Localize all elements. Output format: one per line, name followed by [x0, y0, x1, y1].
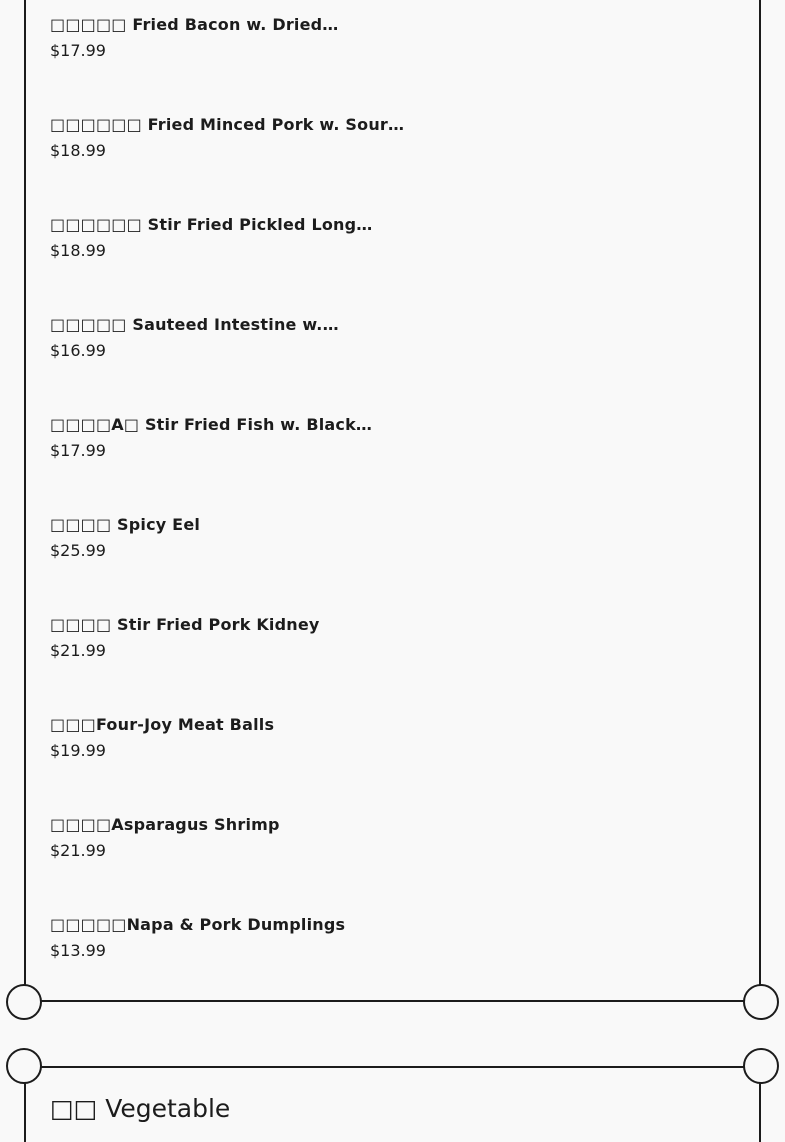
menu-item-name[interactable]: □□□□ Stir Fried Pork Kidney: [50, 615, 320, 634]
card-corner-decoration: [743, 984, 779, 1020]
menu-item-name[interactable]: □□□□ Spicy Eel: [50, 515, 201, 534]
menu-item-name[interactable]: □□□□□Napa & Pork Dumplings: [50, 915, 346, 934]
menu-item-price: $21.99: [50, 841, 106, 860]
card-corner-decoration: [743, 1048, 779, 1084]
menu-item-name[interactable]: □□□Four-Joy Meat Balls: [50, 715, 275, 734]
menu-item-price: $13.99: [50, 941, 106, 960]
menu-item-name[interactable]: □□□□□□ Fried Minced Pork w. Sour…: [50, 115, 405, 134]
menu-item-price: $25.99: [50, 541, 106, 560]
menu-item[interactable]: [50, 915, 730, 1015]
card-corner-decoration: [6, 984, 42, 1020]
menu-item[interactable]: [50, 215, 730, 315]
menu-item-price: $18.99: [50, 241, 106, 260]
menu-item-price: $21.99: [50, 641, 106, 660]
menu-item[interactable]: [50, 715, 730, 815]
menu-item-name[interactable]: □□□□□□ Stir Fried Pickled Long…: [50, 215, 373, 234]
menu-item-name[interactable]: □□□□□ Sauteed Intestine w.…: [50, 315, 339, 334]
menu-item[interactable]: [50, 115, 730, 215]
menu-item-list: [50, 15, 730, 1015]
menu-item-price: $18.99: [50, 141, 106, 160]
menu-item-name[interactable]: □□□□Asparagus Shrimp: [50, 815, 280, 834]
section-title-vegetable: □□ Vegetable: [50, 1094, 231, 1123]
menu-item[interactable]: [50, 615, 730, 715]
menu-item[interactable]: [50, 315, 730, 415]
menu-item-price: $16.99: [50, 341, 106, 360]
menu-item-name[interactable]: □□□□□ Fried Bacon w. Dried…: [50, 15, 339, 34]
menu-item[interactable]: [50, 815, 730, 915]
menu-item-name[interactable]: □□□□A□ Stir Fried Fish w. Black…: [50, 415, 373, 434]
menu-item[interactable]: [50, 415, 730, 515]
menu-item[interactable]: [50, 515, 730, 615]
menu-item-price: $17.99: [50, 41, 106, 60]
card-corner-decoration: [6, 1048, 42, 1084]
menu-item[interactable]: [50, 15, 730, 115]
menu-item-price: $17.99: [50, 441, 106, 460]
menu-item-price: $19.99: [50, 741, 106, 760]
